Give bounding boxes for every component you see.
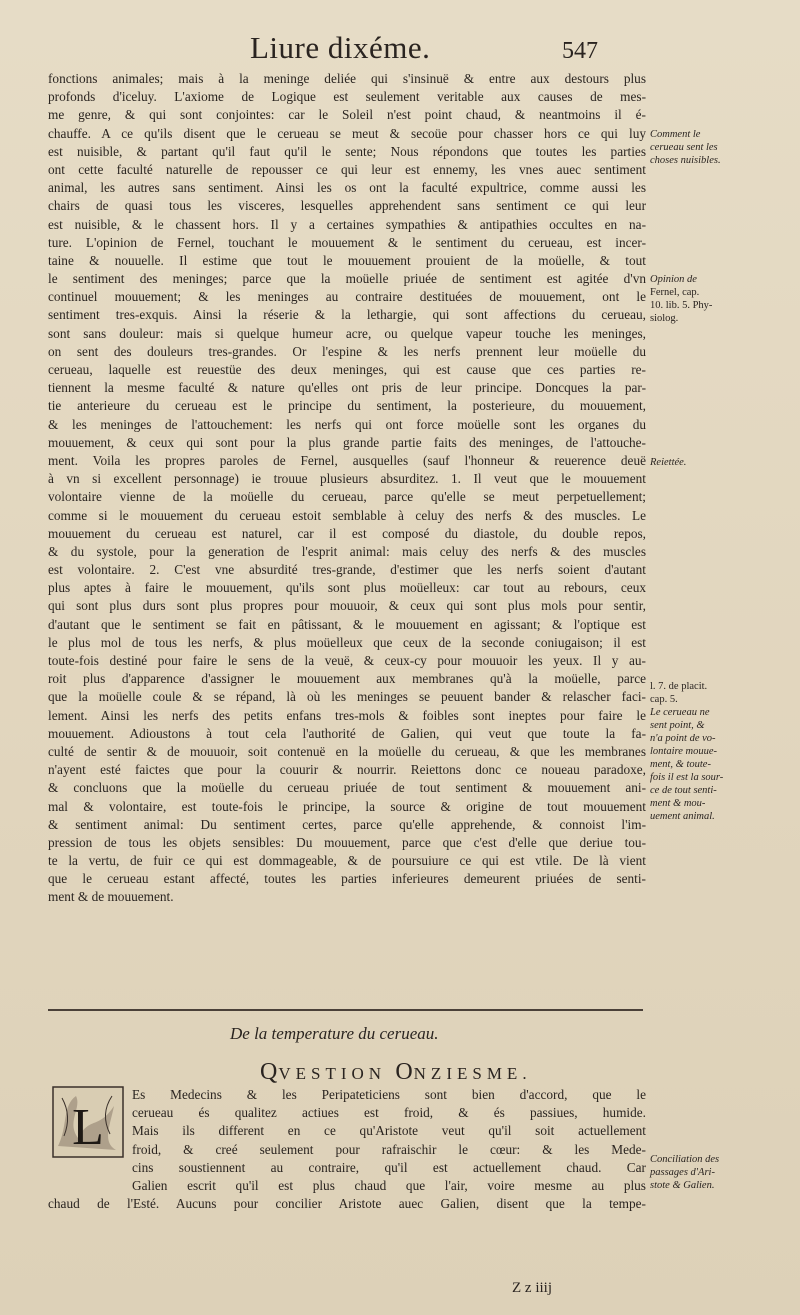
- question-text-line: cerueau és qualitez actiues est froid, & és passiues, humide.: [132, 1105, 646, 1121]
- margin-note-line: cap. 5.: [650, 694, 678, 705]
- text-line: on sent des douleurs tres-grandes. Or l'espine & les nerfs prennent leur moüelle du: [48, 343, 646, 359]
- text-line: mouuement, & ceux qui sont pour la plus grande partie faits des meninges, de l'attouche-: [48, 434, 646, 450]
- text-line: & concluons que la moüelle du cerueau priuée de tout sentiment & mouuement ani-: [48, 780, 646, 796]
- margin-note-line: siolog.: [650, 313, 679, 324]
- drop-cap-letter: L: [72, 1099, 104, 1156]
- margin-note-line: ment & mou-: [650, 798, 706, 809]
- text-line: le sentiment des meninges; parce que la moüelle priuée de sentiment est agitée d'vn: [48, 271, 646, 287]
- margin-note-line: fois il est la sour-: [650, 772, 724, 783]
- margin-note-line: n'a point de vo-: [650, 733, 716, 744]
- question-text-line: Galien escrit qu'il est plus chaud que l'air, voire mesme au plus: [132, 1177, 646, 1193]
- text-line: tie anterieure du cerueau est le principe du sentiment, la posterieure, du mouuement,: [48, 398, 646, 414]
- margin-note-line: Conciliation des: [650, 1154, 720, 1165]
- text-line: profonds d'iceluy. L'axiome de Logique est seulement veritable aux causes de mes-: [48, 89, 646, 105]
- text-line: sentiment tres-exquis. Ainsi la réserie & la lethargie, qui sont affections du cerueau,: [48, 307, 646, 323]
- margin-note-comment-cerueau: [650, 128, 721, 167]
- running-title: Liure dixéme.: [250, 30, 431, 65]
- text-line: à vn si excellent personnage) ie trouue plusieurs absurditez. 1. Il veut que le mouuement: [48, 471, 646, 487]
- question-title-word-2: NZIESME.: [413, 1064, 532, 1083]
- question-title-word: VESTION: [278, 1064, 387, 1083]
- page-number: 547: [562, 38, 598, 64]
- text-line: est volontaire. 2. C'est vne absurdité tres-grande, d'estimer que les nerfs soient d'autant: [48, 562, 646, 578]
- text-line: ture. L'opinion de Fernel, touchant le mouuement & le sentiment du cerueau, est incer-: [48, 234, 646, 250]
- margin-note-conciliation: [650, 1153, 719, 1192]
- text-line: chairs de quasi tous les visceres, lesquelles apprehendent sans sentiment ce qui leur: [48, 198, 646, 214]
- margin-note-line: uement animal.: [650, 811, 715, 822]
- text-line: animal, les autres sans sentiment. Ainsi les os ont la faculté expultrice, comme aussi les: [48, 180, 646, 196]
- margin-note-line: lontaire mouue-: [650, 746, 717, 757]
- text-line: fonctions animales; mais à la meninge deliée qui s'insinuë & entre aux destours plus: [48, 71, 646, 86]
- text-line: ment & de mouuement.: [48, 889, 174, 905]
- question-text-line: froid, & creé seulement pour rafraischir le cœur: & les Mede-: [132, 1141, 646, 1157]
- text-line: qui sont plus durs sont plus propres pour mouuoir, & ceux qui sont plus mols pour sentir,: [48, 598, 646, 614]
- text-line: me genre, & qui sont conjointes: car le Soleil n'est point chaud, & neantmoins il é-: [48, 107, 646, 123]
- section-divider-rule: [48, 1009, 643, 1011]
- margin-note-line: cerueau sent les: [650, 142, 718, 153]
- question-text-line: Mais ils different en ce qu'Aristote veut qu'il soit actuellement: [132, 1123, 646, 1139]
- margin-note-cerueau-ne-sent: [650, 680, 723, 823]
- margin-note-line: ce de tout senti-: [650, 785, 717, 796]
- text-line: ment. Voila les propres paroles de Fernel, ausquelles (sauf l'honneur & reuerence deuë: [48, 452, 646, 468]
- margin-note-line: Le cerueau ne: [650, 707, 710, 718]
- text-line: pression de tous les objets sensibles: Du mouuement, parce que c'est d'elle que deriue tou-: [48, 834, 646, 850]
- margin-note-line: choses nuisibles.: [650, 155, 721, 166]
- question-title: [260, 1059, 532, 1086]
- text-line: mouuement. Adioustons à tout cela l'authorité de Galien, qui veut que toute la fa-: [48, 725, 646, 741]
- text-line: & du systole, pour la generation de l'esprit animal: mais celuy des nerfs & des muscles: [48, 543, 646, 559]
- text-line: tiennent la mesme faculté & nature qu'elles ont pris de leur principe. Doncques la par-: [48, 380, 646, 396]
- text-line: plus aptes à faire le mouuement, qu'ils sont plus moüelleux: car tout au rebours, ceux: [48, 580, 646, 596]
- margin-note-line: stote & Galien.: [650, 1180, 715, 1191]
- signature-mark: Z z iiij: [512, 1280, 552, 1296]
- margin-note-line: passages d'Ari-: [650, 1167, 715, 1178]
- text-line: d'autant que le sentiment se fait en pâtissant, & le mouuement en agissant; & l'optique est: [48, 616, 646, 632]
- text-line: le plus mol de tous les nerfs, & plus moüelleux que ceux de la seconde coniugaison; il est: [48, 634, 646, 650]
- margin-note-line: ment, & toute-: [650, 759, 711, 770]
- margin-note-line: 10. lib. 5. Phy-: [650, 300, 713, 311]
- text-line: ont cette faculté naturelle de repousser ce qui leur est ennemy, les vnes auec sentiment: [48, 161, 646, 177]
- text-line: volontaire vienne de la moüelle du cerueau, parce qu'elle se meut perpetuellement;: [48, 489, 646, 505]
- text-line: & sentiment animal: Du sentiment certes, parce qu'elle apprehende, & connoist l'im-: [48, 816, 646, 832]
- margin-note-line: Reiettée.: [650, 457, 687, 468]
- question-title-initial: Q: [260, 1059, 279, 1085]
- text-line: mal & volontaire, est toute-fois le principe, la source & origine de tout mouuement: [48, 798, 646, 814]
- text-line: culté de sentir & de mouuoir, soit contenuë en la moüelle du cerueau, & que les membranes: [48, 743, 646, 759]
- text-line: n'ayent esté faictes que pour la couurir & nourrir. Reiettons donc ce noueau paradoxe,: [48, 762, 646, 778]
- text-line: mouuement du cerueau est naturel, car il est composé du diastole, du double repos,: [48, 525, 646, 541]
- text-line: taine & nouuelle. Il estime que tout le mouuement prouient de la moüelle, & tout: [48, 252, 646, 268]
- text-line: comme si le mouuement du cerueau estoit semblable à celuy des nerfs & des muscles. Le: [48, 507, 646, 523]
- text-line: toute-fois destiné pour faire le sens de la veuë, & ceux-cy pour mouuoir les yeux. Il y au-: [48, 653, 646, 668]
- text-line: cerueau, laquelle est reuestüe des deux meninges, qui est cause que ces parties re-: [48, 362, 646, 377]
- question-text-line: Es Medecins & les Peripateticiens sont bien d'accord, que le: [132, 1087, 646, 1102]
- margin-note-line: Comment le: [650, 129, 701, 140]
- text-line: est nuisible, & partant qu'il faut qu'il le sente; Nous répondons que toutes les parties: [48, 143, 646, 159]
- text-line: lement. Ainsi les nerfs des petits enfans tres-mols & foibles sont ineptes pour faire le: [48, 707, 646, 723]
- question-text-line: cins soustiennent au contraire, qu'il est actuellement chaud. Car: [132, 1159, 646, 1175]
- text-line: te la vertu, de fuir ce qui est dommageable, & de poursuiure ce qui est vtile. De là vient: [48, 853, 646, 869]
- main-text-block: [48, 70, 646, 907]
- text-line: & les meninges de l'attouchement: les nerfs qui ont force moüelle sont les organes du: [48, 416, 646, 432]
- text-line: roit plus d'apparence d'assigner le mouuement aux membranes qu'à la moüelle, parce: [48, 671, 646, 687]
- page-header: [0, 28, 800, 68]
- margin-note-reiettee: [650, 456, 686, 469]
- question-text-block: [48, 1086, 646, 1213]
- question-text-line: chaud de l'Esté. Aucuns pour concilier Aristote auec Galien, disent que la tempe-: [48, 1196, 646, 1212]
- margin-note-line: Fernel, cap.: [650, 287, 700, 298]
- text-line: chauffe. A ce qu'ils disent que le cerueau se meut & secoüe pour chasser hors ce qui luy: [48, 125, 646, 141]
- text-line: est nuisible, & le chassent hors. Il y a certaines sympathies & antipathies occultes en na-: [48, 216, 646, 232]
- margin-note-opinion-fernel: [650, 273, 712, 325]
- section-heading: De la temperature du cerueau.: [230, 1024, 439, 1043]
- text-line: que le cerueau estant affecté, toutes les parties inferieures demeurent priuées de senti-: [48, 871, 646, 887]
- margin-note-line: l. 7. de placit.: [650, 681, 708, 692]
- text-line: que la moüelle coule & se répand, là où les meninges se peuuent bander & relascher faci-: [48, 689, 646, 705]
- margin-note-line: sent point, &: [650, 720, 705, 731]
- text-line: continuel mouuement; & les meninges au contraire destituées de mouuement, ont le: [48, 289, 646, 305]
- margin-note-line: Opinion de: [650, 274, 697, 285]
- text-line: sont sans douleur: mais si quelque humeur acre, ou quelque vapeur touche les meninges,: [48, 325, 646, 341]
- question-title-initial-2: O: [395, 1059, 414, 1085]
